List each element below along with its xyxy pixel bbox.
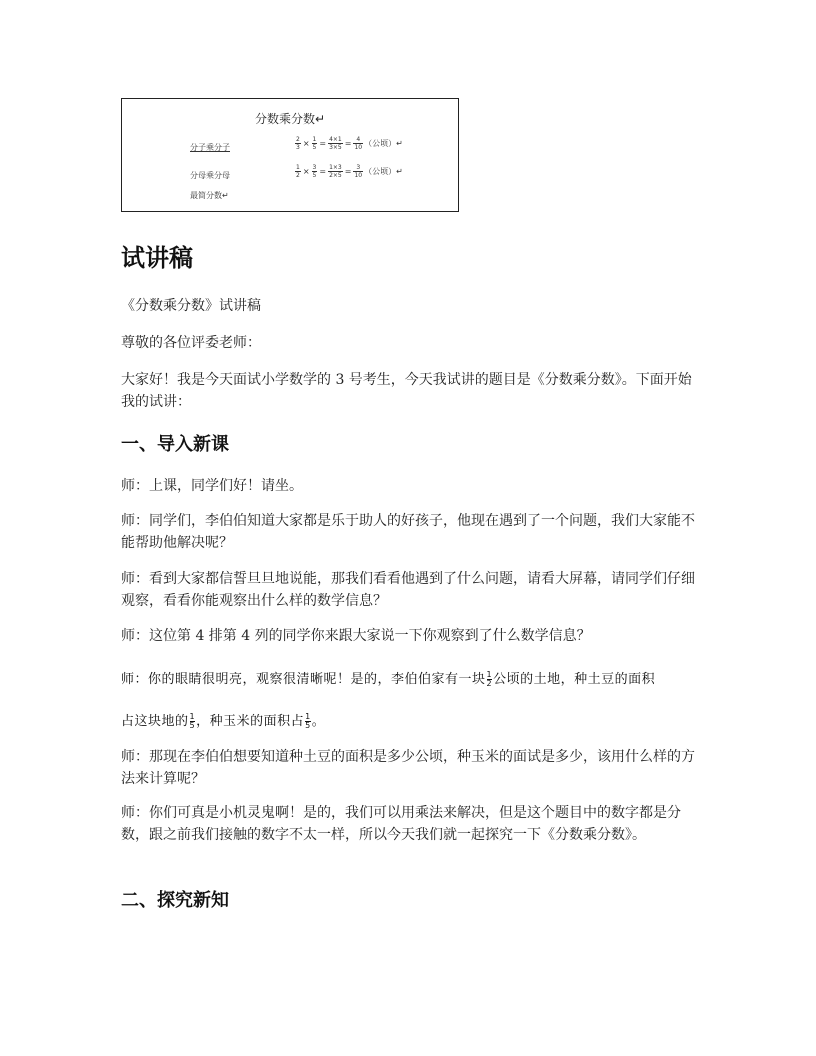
fraction: $\frac{4}{10}$ bbox=[354, 136, 363, 151]
fraction: $\frac{1}{5}$ bbox=[312, 136, 317, 151]
board-row-simplest-label bbox=[190, 190, 229, 201]
paragraph-teacher-3: 师：看到大家都信誓旦旦地说能，那我们看看他遇到了什么问题，请看大屏幕，请同学们仔细观察，看看你能观察出什么样的数学信息？ bbox=[121, 571, 695, 609]
scan2-text-b: ，种玉米的面积占 bbox=[196, 714, 305, 729]
scan1-text-a: 师：你的眼睛很明亮，观察很清晰呢！是的，李伯伯家有一块 bbox=[121, 672, 486, 687]
fraction: $\frac{1}{5}$ bbox=[189, 712, 196, 730]
paragraph-teacher-2: 师：同学们，李伯伯知道大家都是乐于助人的好孩子，他现在遇到了一个问题，我们大家能不能帮助他解决呢？ bbox=[121, 513, 695, 551]
paragraph-teacher-5: 师：那现在李伯伯想要知道种土豆的面积是多少公顷，种玉米的面试是多少，该用什么样的方法来计算呢？ bbox=[121, 749, 695, 787]
fraction: $\frac{1\times 3}{2\times 5}$ bbox=[329, 164, 342, 179]
fraction: $\frac{4\times 1}{3\times 5}$ bbox=[329, 136, 342, 151]
scanned-line-2 bbox=[121, 710, 325, 730]
paragraph-lesson-title: 《分数乘分数》试讲稿 bbox=[121, 298, 261, 314]
paragraph-teacher-4: 师：这位第 4 排第 4 列的同学你来跟大家说一下你观察到了什么数学信息？ bbox=[121, 628, 591, 644]
row3-label: 最简分数↵ bbox=[190, 191, 229, 200]
paragraph-greeting: 尊敬的各位评委老师： bbox=[121, 335, 261, 351]
scanned-line-1 bbox=[121, 668, 655, 688]
paragraph-teacher-1: 师：上课，同学们好！请坐。 bbox=[121, 478, 303, 494]
fraction: $\frac{1}{2}$ bbox=[296, 164, 300, 179]
fraction: $\frac{3}{5}$ bbox=[312, 164, 317, 179]
row1-unit: （公顷）↵ bbox=[364, 139, 403, 148]
paragraph-intro: 大家好！我是今天面试小学数学的 3 号考生，今天我试讲的题目是《分数乘分数》。下面开始我的试讲： bbox=[121, 372, 692, 410]
paragraph-teacher-6: 师：你们可真是小机灵鬼啊！是的，我们可以用乘法来解决，但是这个题目中的数字都是分数，跟之前我们接触的数字不太一样，所以今天我们就一起探究一下《分数乘分数》。 bbox=[121, 805, 681, 843]
row1-label: 分子乘分子 bbox=[190, 143, 230, 152]
scan2-text-c: 。 bbox=[311, 714, 326, 729]
row2-label: 分母乘分母 bbox=[190, 171, 230, 180]
fraction: $\frac{3}{10}$ bbox=[354, 164, 363, 179]
fraction: $\frac{2}{3}$ bbox=[296, 136, 300, 151]
fraction: $\frac{1}{5}$ bbox=[305, 712, 311, 730]
section-heading-2: 二、探究新知 bbox=[121, 890, 229, 911]
section-heading-1: 一、导入新课 bbox=[121, 434, 229, 455]
row2-unit: （公顷）↵ bbox=[364, 167, 403, 176]
board-title: 分数乘分数↵ bbox=[254, 112, 326, 126]
blackboard-figure bbox=[121, 98, 459, 212]
scan2-text-a: 占这块地的 bbox=[121, 714, 189, 729]
board-row2-expression: $\frac{1}{2}$ × $\frac{3}{5}$ = $\frac{1\times 3}{2\times 5}$ = $\frac{3}{10}$ （公顷）↵ bbox=[296, 164, 403, 179]
board-row1-expression: $\frac{2}{3}$ × $\frac{1}{5}$ = $\frac{4\times 1}{3\times 5}$ = $\frac{4}{10}$ （公顷）↵ bbox=[296, 136, 403, 151]
scan1-text-b: 公顷的土地，种土豆的面积 bbox=[493, 672, 656, 687]
fraction: $\frac{1}{2}$ bbox=[486, 670, 493, 688]
board-row-denominator-label bbox=[190, 170, 230, 181]
page-title: 试讲稿 bbox=[121, 244, 193, 272]
board-row-numerator-label bbox=[190, 142, 230, 153]
